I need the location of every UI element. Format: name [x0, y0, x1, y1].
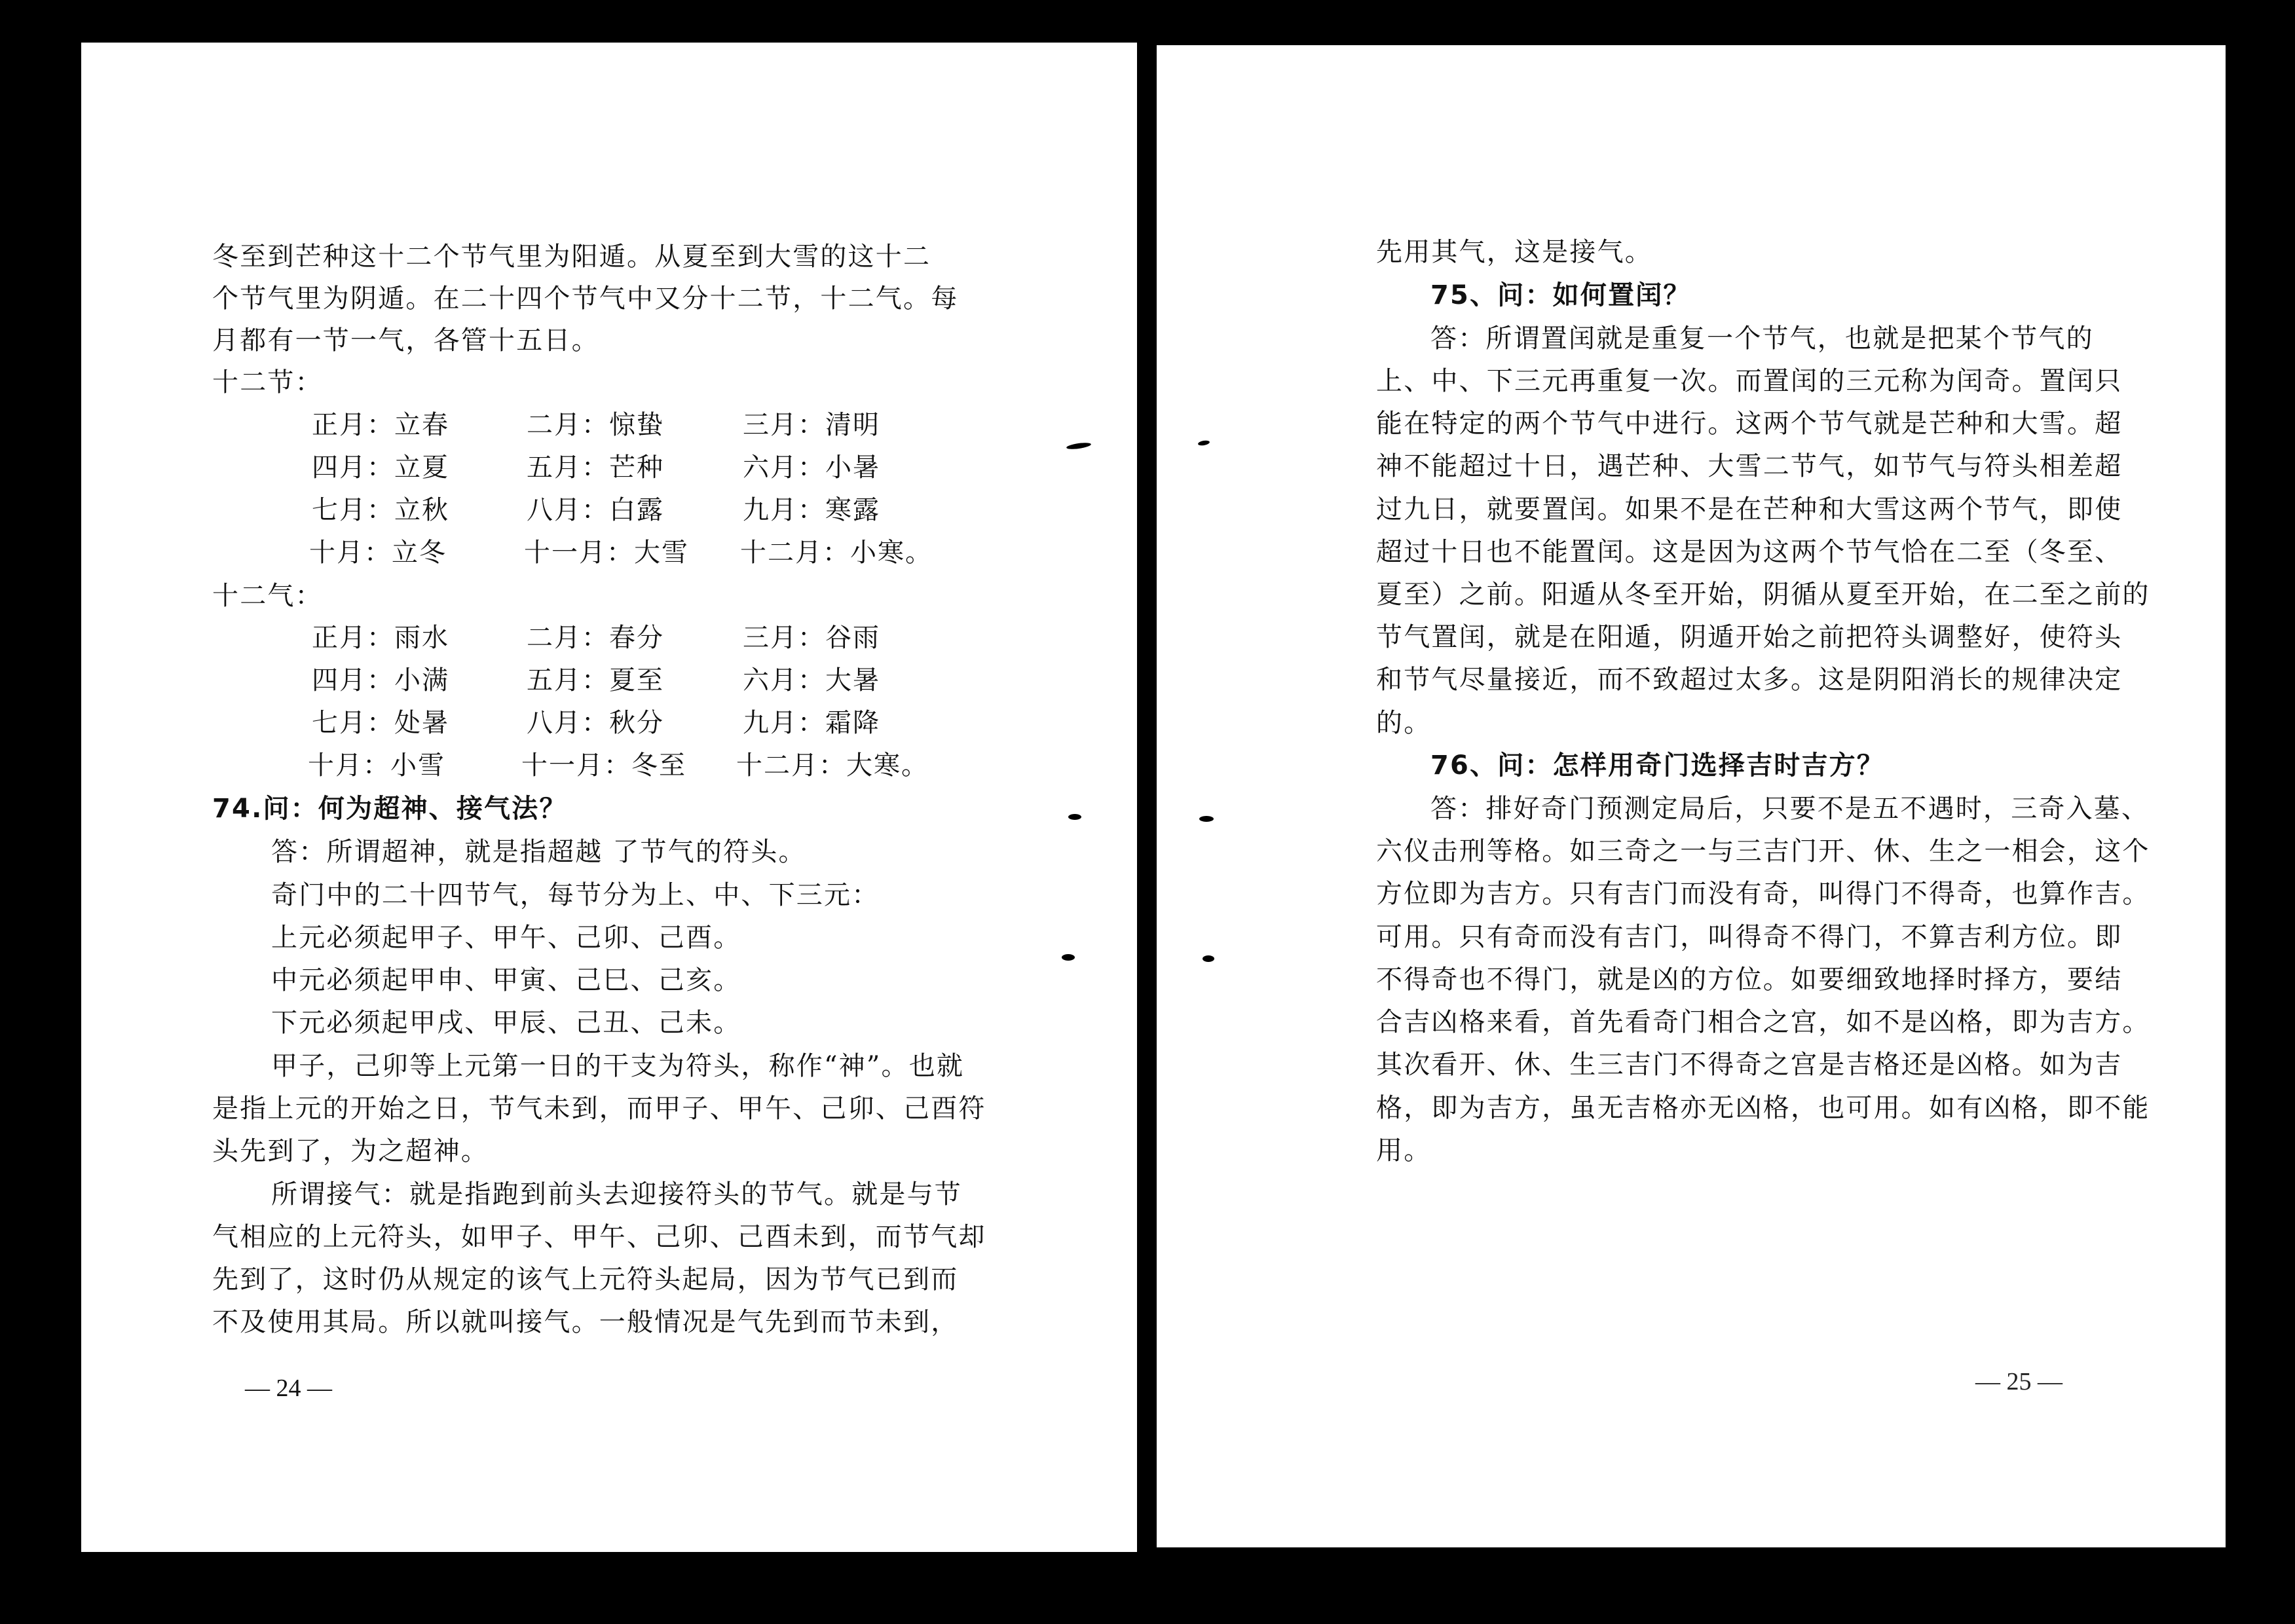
- scan-mark: [1198, 439, 1210, 446]
- question-75-title: 75、问：如何置闰？: [1430, 280, 1691, 310]
- scan-mark: [1066, 441, 1092, 450]
- paragraph-line: 所谓接气：就是指跑到前头去迎接符头的节气。就是与节: [271, 1179, 962, 1209]
- paragraph-line: 不及使用其局。所以就叫接气。一般情况是气先到而节未到，: [212, 1307, 959, 1337]
- paragraph-line: 可用。只有奇而没有吉门，叫得奇不得门，不算吉利方位。即: [1376, 922, 2123, 952]
- paragraph-line: 神不能超过十日，遇芒种、大雪二节气，如节气与符头相差超: [1376, 451, 2123, 481]
- table-cell: 七月：立秋: [312, 495, 449, 525]
- paragraph-line: 答：所谓置闰就是重复一个节气，也就是把某个节气的: [1430, 323, 2094, 354]
- paragraph-line: 和节气尽量接近，而不致超过太多。这是阴阳消长的规律决定: [1376, 665, 2123, 695]
- page-number-left: — 24 —: [245, 1375, 332, 1402]
- table-cell: 七月：处暑: [312, 708, 449, 738]
- table-cell: 二月：惊蛰: [527, 410, 664, 440]
- table-cell: 四月：小满: [312, 665, 449, 695]
- paragraph-line: 上元必须起甲子、甲午、己卯、己酉。: [271, 923, 741, 953]
- section-label-qi: 十二气：: [212, 581, 323, 611]
- paragraph-line: 节气置闰，就是在阳遁，阴遁开始之前把符头调整好，使符头: [1376, 622, 2123, 652]
- section-label-jie: 十二节：: [212, 367, 323, 397]
- table-cell: 正月：雨水: [312, 623, 449, 653]
- scan-mark: [1199, 816, 1214, 822]
- paragraph-line: 能在特定的两个节气中进行。这两个节气就是芒种和大雪。超: [1376, 409, 2123, 439]
- table-cell: 十月：小雪: [308, 750, 445, 781]
- scan-mark: [1203, 955, 1214, 962]
- table-cell: 八月：白露: [527, 495, 664, 525]
- paragraph-line: 下元必须起甲戌、甲辰、己丑、己未。: [271, 1008, 741, 1038]
- book-page-right: [1157, 45, 2226, 1547]
- book-page-left: [81, 43, 1137, 1552]
- paragraph-line: 格，即为吉方，虽无吉格亦无凶格，也可用。如有凶格，即不能: [1376, 1093, 2150, 1123]
- table-cell: 六月：大暑: [743, 665, 880, 695]
- paragraph-line: 答：所谓超神，就是指超越 了节气的符头。: [271, 837, 806, 867]
- paragraph-line: 其次看开、休、生三吉门不得奇之宫是吉格还是凶格。如为吉: [1376, 1050, 2123, 1080]
- table-cell: 十一月：大雪: [524, 538, 689, 568]
- paragraph-line: 气相应的上元符头，如甲子、甲午、己卯、己酉未到，而节气却: [212, 1222, 986, 1252]
- table-cell: 三月：谷雨: [743, 623, 880, 653]
- table-cell: 八月：秋分: [527, 708, 664, 738]
- question-74-title: 74.问：何为超神、接气法？: [212, 794, 567, 824]
- table-cell: 四月：立夏: [312, 452, 449, 483]
- paragraph-line: 夏至）之前。阳遁从冬至开始，阴循从夏至开始，在二至之前的: [1376, 580, 2150, 610]
- table-cell: 九月：寒露: [743, 495, 880, 525]
- table-cell: 十一月：冬至: [521, 750, 686, 781]
- paragraph-line: 先用其气，这是接气。: [1376, 237, 1652, 267]
- question-76-title: 76、问：怎样用奇门选择吉时吉方？: [1430, 750, 1885, 781]
- table-cell: 三月：清明: [743, 410, 880, 440]
- paragraph-line: 用。: [1376, 1135, 1432, 1166]
- paragraph-line: 是指上元的开始之日，节气未到，而甲子、甲午、己卯、己酉符: [212, 1094, 986, 1124]
- paragraph-line: 中元必须起甲申、甲寅、己巳、己亥。: [271, 965, 741, 995]
- paragraph-line: 不得奇也不得门，就是凶的方位。如要细致地择时择方，要结: [1376, 965, 2123, 995]
- paragraph-line: 上、中、下三元再重复一次。而置闰的三元称为闰奇。置闰只: [1376, 366, 2123, 396]
- paragraph-line: 过九日，就要置闰。如果不是在芒种和大雪这两个节气，即使: [1376, 494, 2123, 525]
- table-cell: 十月：立冬: [309, 538, 447, 568]
- paragraph-line: 甲子，己卯等上元第一日的干支为符头，称作“神”。也就: [271, 1051, 965, 1081]
- table-cell: 五月：芒种: [527, 452, 664, 483]
- paragraph-line: 奇门中的二十四节气，每节分为上、中、下三元：: [271, 880, 880, 910]
- paragraph-line: 合吉凶格来看，首先看奇门相合之宫，如不是凶格，即为吉方。: [1376, 1007, 2150, 1037]
- table-cell: 二月：春分: [527, 623, 664, 653]
- table-cell: 十二月：小寒。: [740, 538, 933, 568]
- paragraph-line: 的。: [1376, 708, 1432, 738]
- paragraph-line: 六仪击刑等格。如三奇之一与三吉门开、休、生之一相会，这个: [1376, 836, 2150, 866]
- table-cell: 九月：霜降: [743, 708, 880, 738]
- page-number-right: — 25 —: [1975, 1368, 2062, 1395]
- paragraph-line: 超过十日也不能置闰。这是因为这两个节气恰在二至（冬至、: [1376, 537, 2123, 567]
- paragraph-line: 答：排好奇门预测定局后，只要不是五不遇时，三奇入墓、: [1430, 794, 2150, 824]
- table-cell: 十二月：大寒。: [736, 750, 929, 781]
- scan-mark: [1062, 954, 1075, 961]
- paragraph-line: 先到了，这时仍从规定的该气上元符头起局，因为节气已到而: [212, 1264, 959, 1295]
- paragraph-line: 个节气里为阴遁。在二十四个节气中又分十二节，十二气。每: [212, 284, 959, 314]
- table-cell: 六月：小暑: [743, 452, 880, 483]
- table-cell: 正月：立春: [312, 410, 449, 440]
- paragraph-line: 冬至到芒种这十二个节气里为阳遁。从夏至到大雪的这十二: [212, 242, 931, 272]
- table-cell: 五月：夏至: [527, 665, 664, 695]
- paragraph-line: 月都有一节一气，各管十五日。: [212, 325, 599, 356]
- paragraph-line: 头先到了，为之超神。: [212, 1136, 489, 1166]
- paragraph-line: 方位即为吉方。只有吉门而没有奇，叫得门不得奇，也算作吉。: [1376, 879, 2150, 909]
- scan-mark: [1068, 814, 1081, 820]
